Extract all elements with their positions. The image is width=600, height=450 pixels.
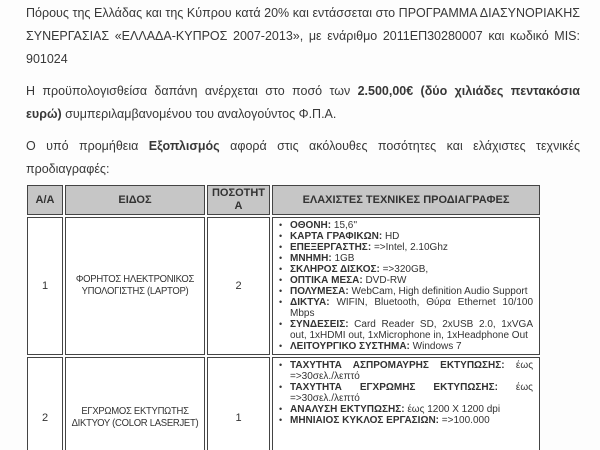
cell-item <box>65 217 205 355</box>
bullet-icon: • <box>279 264 283 274</box>
bullet-icon: • <box>279 404 283 414</box>
spec-item <box>277 341 533 352</box>
spec-value: WebCam, High definition Audio Support <box>351 286 528 297</box>
bullet-icon: • <box>279 275 283 285</box>
bullet-icon: • <box>279 242 283 252</box>
paragraph <box>26 80 580 126</box>
bullet-icon: • <box>279 341 283 351</box>
spec-item <box>277 264 533 275</box>
header-specs: ΕΛΑΧΙΣΤΕΣ ΤΕΧΝΙΚΕΣ ΠΡΟΔΙΑΓΡΑΦΕΣ <box>272 185 540 215</box>
spec-value: =>Intel, 2.10Ghz <box>373 242 448 253</box>
item-name-line: ΥΠΟΛΟΓΙΣΤΗΣ (LAPTOP) <box>81 286 189 297</box>
text: Ο υπό προμήθεια <box>26 139 149 153</box>
spec-label: ΤΑΧΥΤΗΤΑ ΕΓΧΡΩΜΗΣ ΕΚΤΥΠΩΣΗΣ: <box>290 382 498 393</box>
bold-text: 2.500,00€ (δύο χιλιάδες πεντακόσια <box>357 84 580 98</box>
bullet-icon: • <box>279 360 283 370</box>
bullet-icon: • <box>279 319 283 329</box>
text-line <box>26 158 580 181</box>
spec-value: =>320GB, <box>382 264 429 275</box>
bold-text: Εξοπλισμός <box>148 139 220 153</box>
spec-label: ΣΚΛΗΡΟΣ ΔΙΣΚΟΣ: <box>290 264 380 275</box>
text: αφορά στις ακόλουθες ποσότητες και ελάχιστες τεχνικές <box>219 139 580 153</box>
cell-item <box>65 357 205 450</box>
intro-paragraphs <box>26 2 580 190</box>
table-row <box>27 357 540 450</box>
cell-quantity: 1 <box>207 357 270 450</box>
text-line <box>26 25 580 48</box>
cell-specs <box>272 217 540 355</box>
text: Η προϋπολογισθείσα δαπάνη ανέρχεται στο ποσό των <box>26 84 358 98</box>
spec-label: ΜΝΗΜΗ: <box>290 253 332 264</box>
header-item: ΕΙΔΟΣ <box>65 185 205 215</box>
spec-label: ΑΝΑΛΥΣΗ ΕΚΤΥΠΩΣΗΣ: <box>290 404 405 415</box>
spec-value: 15,6'' <box>333 220 358 231</box>
spec-item <box>277 382 533 404</box>
header-quantity-label: ΠΟΣΟΤΗΤΑ <box>211 187 266 212</box>
spec-item <box>277 231 533 242</box>
item-name-line: ΦΟΡΗΤΟΣ ΗΛΕΚΤΡΟΝΙΚΟΣ <box>75 273 195 285</box>
spec-item <box>277 220 533 231</box>
spec-label: ΤΑΧΥΤΗΤΑ ΑΣΠΡΟΜΑΥΡΗΣ ΕΚΤΥΠΩΣΗΣ: <box>290 360 505 371</box>
cell-specs <box>272 357 540 450</box>
text-line <box>26 80 580 103</box>
cell-index: 2 <box>27 357 63 450</box>
spec-item <box>277 415 533 426</box>
text: 901024 <box>26 52 68 66</box>
spec-label: ΟΘΟΝΗ: <box>290 220 332 231</box>
bullet-icon: • <box>279 231 283 241</box>
table-row <box>27 217 540 355</box>
bullet-icon: • <box>279 415 283 425</box>
spec-label: ΣΥΝΔΕΣΕΙΣ: <box>290 319 349 330</box>
header-aa: Α/Α <box>27 185 63 215</box>
spec-item <box>277 286 533 297</box>
text: Πόρους της Ελλάδας και της Κύπρου κατά 20% και εντάσσεται στο ΠΡΟΓΡΑΜΜΑ ΔΙΑΣΥΝΟΡΙΑΚΗΣ <box>26 6 580 20</box>
bullet-icon: • <box>279 253 283 263</box>
spec-value: HD <box>384 231 400 242</box>
bullet-icon: • <box>279 286 283 296</box>
bullet-icon: • <box>279 220 283 230</box>
paragraph <box>26 135 580 181</box>
text-line <box>26 135 580 158</box>
cell-index: 1 <box>27 217 63 355</box>
spec-value: έως =>30σελ./λεπτό <box>290 382 533 404</box>
spec-value: WIFIN, Bluetooth, Θύρα Ethernet 10/100 Mbps <box>290 297 534 319</box>
spec-value: Windows 7 <box>412 341 462 352</box>
spec-item <box>277 319 533 341</box>
spec-item <box>277 242 533 253</box>
spec-label: ΟΠΤΙΚΑ ΜΕΣΑ: <box>290 275 363 286</box>
text: ΣΥΝΕΡΓΑΣΙΑΣ «ΕΛΛΑΔΑ-ΚΥΠΡΟΣ 2007-2013», με ενάριθμο 2011ΕΠ30280007 και κωδικό MIS: <box>26 29 580 43</box>
table-header-row <box>27 185 540 215</box>
spec-item <box>277 275 533 286</box>
item-name-line: ΕΓΧΡΩΜΟΣ ΕΚΤΥΠΩΤΗΣ <box>81 405 189 417</box>
spec-label: ΠΟΛΥΜΕΣΑ: <box>290 286 349 297</box>
spec-value: έως 1200 X 1200 dpi <box>407 404 501 415</box>
cell-quantity: 2 <box>207 217 270 355</box>
item-name-line: ΔΙΚΤΥΟΥ (COLOR LASERJET) <box>71 418 199 429</box>
spec-item <box>277 253 533 264</box>
spec-value: =>100.000 <box>441 415 490 426</box>
spec-value: έως =>30σελ./λεπτό <box>290 360 534 382</box>
spec-value: DVD-RW <box>365 275 407 286</box>
spec-label: ΔΙΚΤΥΑ: <box>290 297 330 308</box>
header-quantity <box>207 185 270 215</box>
bold-text: ευρώ) <box>26 107 62 121</box>
bullet-icon: • <box>279 297 283 307</box>
spec-value: Card Reader SD, 2xUSB 2.0, 1xVGA out, 1xHDMI out, 1xMicrophone in, 1xHeadphone Out <box>290 319 533 341</box>
equipment-table <box>25 183 542 450</box>
text: συμπεριλαμβανομένου του αναλογούντος Φ.Π.Α. <box>61 107 337 121</box>
spec-label: ΚΑΡΤΑ ΓΡΑΦΙΚΩΝ: <box>290 231 383 242</box>
spec-item <box>277 297 533 319</box>
text: προδιαγραφές: <box>26 162 110 176</box>
bullet-icon: • <box>279 382 283 392</box>
spec-value: 1GB <box>334 253 355 264</box>
spec-item <box>277 404 533 415</box>
text-line <box>26 2 580 25</box>
spec-item <box>277 360 533 382</box>
text-line <box>26 48 580 71</box>
text-line <box>26 103 580 126</box>
paragraph <box>26 2 580 71</box>
spec-label: ΜΗΝΙΑΙΟΣ ΚΥΚΛΟΣ ΕΡΓΑΣΙΩΝ: <box>290 415 440 426</box>
spec-label: ΛΕΙΤΟΥΡΓΙΚΟ ΣΥΣΤΗΜΑ: <box>290 341 410 352</box>
spec-label: ΕΠΕΞΕΡΓΑΣΤΗΣ: <box>290 242 372 253</box>
